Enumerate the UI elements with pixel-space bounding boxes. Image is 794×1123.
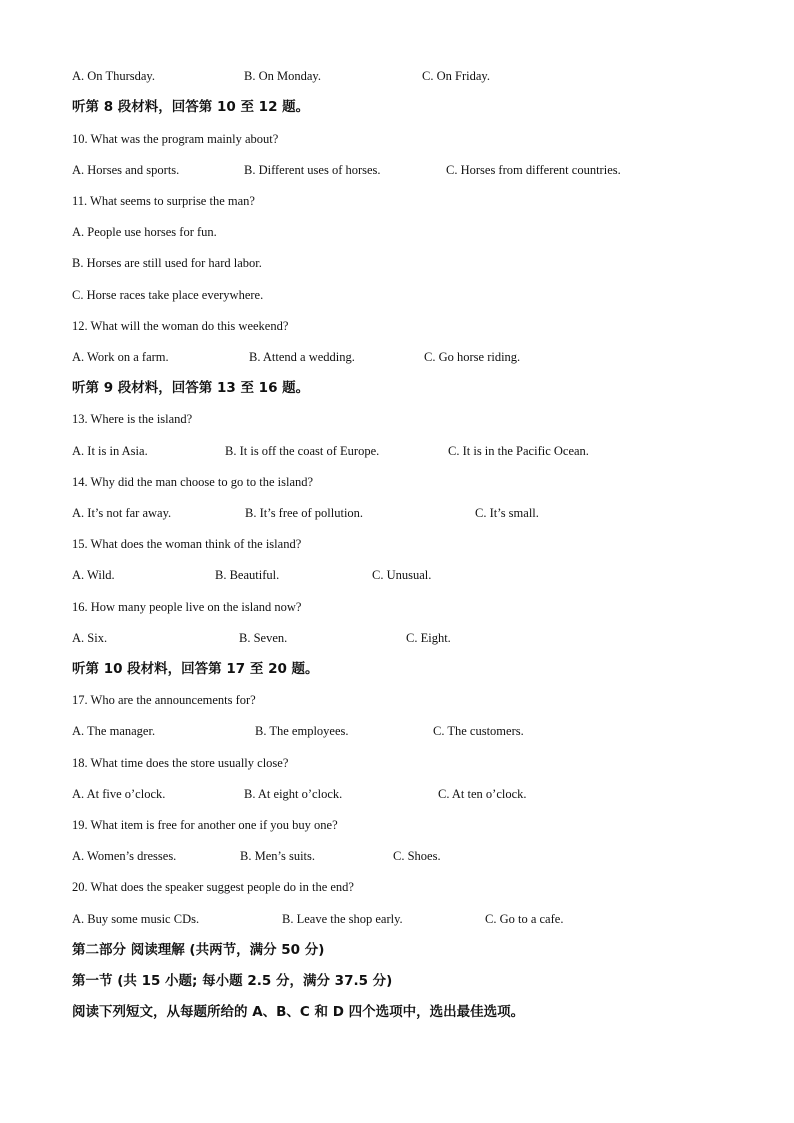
q9-option-b: B. On Monday. bbox=[244, 69, 321, 83]
q11-option-a: A. People use horses for fun. bbox=[72, 225, 217, 239]
q20-option-b: B. Leave the shop early. bbox=[282, 912, 403, 926]
q16-option-c: C. Eight. bbox=[406, 631, 451, 645]
q11-option-b: B. Horses are still used for hard labor. bbox=[72, 256, 262, 270]
q19-stem: 19. What item is free for another one if you buy one? bbox=[72, 818, 338, 832]
q18-option-b: B. At eight o’clock. bbox=[244, 787, 343, 801]
q15-option-b: B. Beautiful. bbox=[215, 568, 280, 582]
q20-option-a: A. Buy some music CDs. bbox=[72, 912, 200, 926]
section1-heading: 第一节 (共 15 小题; 每小题 2.5 分，满分 37.5 分) bbox=[72, 973, 393, 989]
q19-option-c: C. Shoes. bbox=[393, 849, 441, 863]
q19-option-a: A. Women’s dresses. bbox=[72, 849, 177, 863]
q15-stem: 15. What does the woman think of the island? bbox=[72, 537, 302, 551]
q17-stem: 17. Who are the announcements for? bbox=[72, 693, 256, 707]
q13-option-b: B. It is off the coast of Europe. bbox=[225, 444, 380, 458]
q16-option-a: A. Six. bbox=[72, 631, 108, 645]
q20-option-c: C. Go to a cafe. bbox=[485, 912, 564, 926]
q18-option-a: A. At five o’clock. bbox=[72, 787, 166, 801]
q12-option-a: A. Work on a farm. bbox=[72, 350, 169, 364]
q13-option-a: A. It is in Asia. bbox=[72, 444, 148, 458]
q12-option-c: C. Go horse riding. bbox=[424, 350, 521, 364]
q11-stem: 11. What seems to surprise the man? bbox=[72, 194, 255, 208]
q10-stem: 10. What was the program mainly about? bbox=[72, 132, 279, 146]
section9-heading: 听第 9 段材料，回答第 13 至 16 题。 bbox=[72, 380, 310, 396]
q16-option-b: B. Seven. bbox=[239, 631, 288, 645]
q19-option-b: B. Men’s suits. bbox=[240, 849, 316, 863]
q18-option-c: C. At ten o’clock. bbox=[438, 787, 527, 801]
q9-option-a: A. On Thursday. bbox=[72, 69, 155, 83]
q10-option-c: C. Horses from different countries. bbox=[446, 163, 621, 177]
q13-stem: 13. Where is the island? bbox=[72, 412, 193, 426]
q14-option-b: B. It’s free of pollution. bbox=[245, 506, 364, 520]
q14-option-a: A. It’s not far away. bbox=[72, 506, 172, 520]
q12-option-b: B. Attend a wedding. bbox=[249, 350, 355, 364]
q9-option-c: C. On Friday. bbox=[422, 69, 490, 83]
q15-option-c: C. Unusual. bbox=[372, 568, 432, 582]
q12-stem: 12. What will the woman do this weekend? bbox=[72, 319, 289, 333]
q15-option-a: A. Wild. bbox=[72, 568, 115, 582]
q13-option-c: C. It is in the Pacific Ocean. bbox=[448, 444, 589, 458]
q11-option-c: C. Horse races take place everywhere. bbox=[72, 288, 264, 302]
section8-heading: 听第 8 段材料，回答第 10 至 12 题。 bbox=[72, 99, 310, 115]
q10-option-b: B. Different uses of horses. bbox=[244, 163, 381, 177]
reading-instruction: 阅读下列短文，从每题所给的 A、B、C 和 D 四个选项中，选出最佳选项。 bbox=[72, 1004, 525, 1020]
q17-option-b: B. The employees. bbox=[255, 724, 349, 738]
q14-option-c: C. It’s small. bbox=[475, 506, 539, 520]
q17-option-c: C. The customers. bbox=[433, 724, 524, 738]
q17-option-a: A. The manager. bbox=[72, 724, 156, 738]
q20-stem: 20. What does the speaker suggest people do in the end? bbox=[72, 880, 354, 894]
q18-stem: 18. What time does the store usually close? bbox=[72, 756, 289, 770]
q16-stem: 16. How many people live on the island now? bbox=[72, 600, 302, 614]
part2-heading: 第二部分 阅读理解 (共两节，满分 50 分) bbox=[72, 942, 325, 958]
section10-heading: 听第 10 段材料，回答第 17 至 20 题。 bbox=[72, 661, 319, 677]
q10-option-a: A. Horses and sports. bbox=[72, 163, 180, 177]
q14-stem: 14. Why did the man choose to go to the island? bbox=[72, 475, 314, 489]
